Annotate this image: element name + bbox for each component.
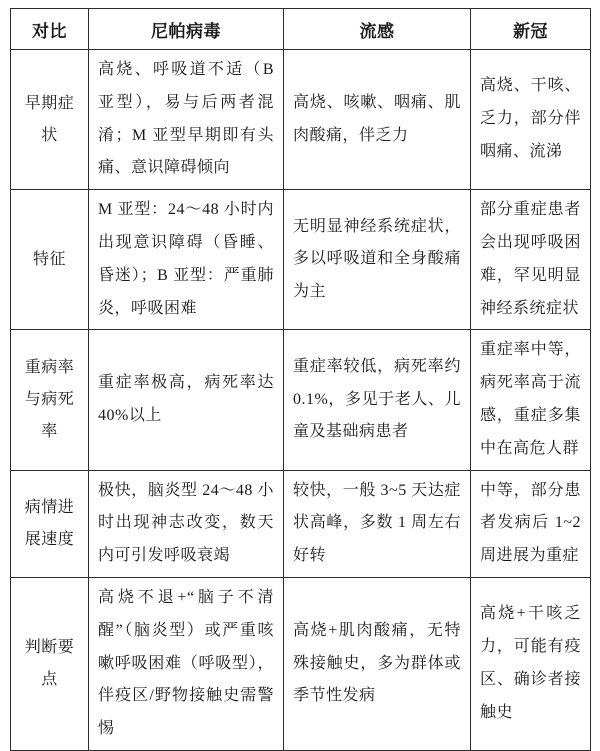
- flu-cell: 高烧+肌肉酸痛，无特殊接触史，多为群体或季节性发病: [284, 577, 471, 750]
- covid-cell: 部分重症患者会出现呼吸困难，罕见明显神经系统症状: [471, 190, 591, 330]
- table-row-severity-fatality: [11, 330, 591, 470]
- covid-cell: 高烧+干咳乏力，可能有疫区、确诊者接触史: [471, 577, 591, 750]
- disease-comparison-table: [10, 8, 591, 751]
- flu-cell: 无明显神经系统症状，多以呼吸道和全身酸痛为主: [284, 190, 471, 330]
- table-row-progression-speed: [11, 470, 591, 577]
- header-influenza: 流感: [284, 9, 471, 50]
- nipah-cell: 重症率极高，病死率达 40%以上: [89, 330, 284, 470]
- flu-cell: 高烧、咳嗽、咽痛、肌肉酸痛，伴乏力: [284, 50, 471, 190]
- flu-cell: 重症率较低，病死率约 0.1%，多见于老人、儿童及基础病患者: [284, 330, 471, 470]
- nipah-cell: 极快，脑炎型 24～48 小时出现神志改变，数天内可引发呼吸衰竭: [89, 470, 284, 577]
- covid-cell: 重症率中等，病死率高于流感，重症多集中在高危人群: [471, 330, 591, 470]
- row-label: 特征: [11, 190, 89, 330]
- header-nipah-virus: 尼帕病毒: [89, 9, 284, 50]
- row-label: 早期症状: [11, 50, 89, 190]
- nipah-cell: 高烧、呼吸道不适（B 亚型），易与后两者混淆；M 亚型早期即有头痛、意识障碍倾向: [89, 50, 284, 190]
- table-row-early-symptoms: [11, 50, 591, 190]
- row-label: 判断要点: [11, 577, 89, 750]
- header-covid: 新冠: [471, 9, 591, 50]
- row-label: 重病率与病死率: [11, 330, 89, 470]
- covid-cell: 中等，部分患者发病后 1~2 周进展为重症: [471, 470, 591, 577]
- header-compare: 对比: [11, 9, 89, 50]
- row-label: 病情进展速度: [11, 470, 89, 577]
- nipah-cell: 高烧不退+“脑子不清醒”（脑炎型）或严重咳嗽呼吸困难（呼吸型），伴疫区/野物接触史需警惕: [89, 577, 284, 750]
- nipah-cell: M 亚型：24～48 小时内出现意识障碍（昏睡、昏迷）；B 亚型：严重肺炎，呼吸困难: [89, 190, 284, 330]
- header-row: [11, 9, 591, 50]
- flu-cell: 较快，一般 3~5 天达症状高峰，多数 1 周左右好转: [284, 470, 471, 577]
- covid-cell: 高烧、干咳、乏力，部分伴咽痛、流涕: [471, 50, 591, 190]
- table-row-features: [11, 190, 591, 330]
- table-row-judgment-points: [11, 577, 591, 750]
